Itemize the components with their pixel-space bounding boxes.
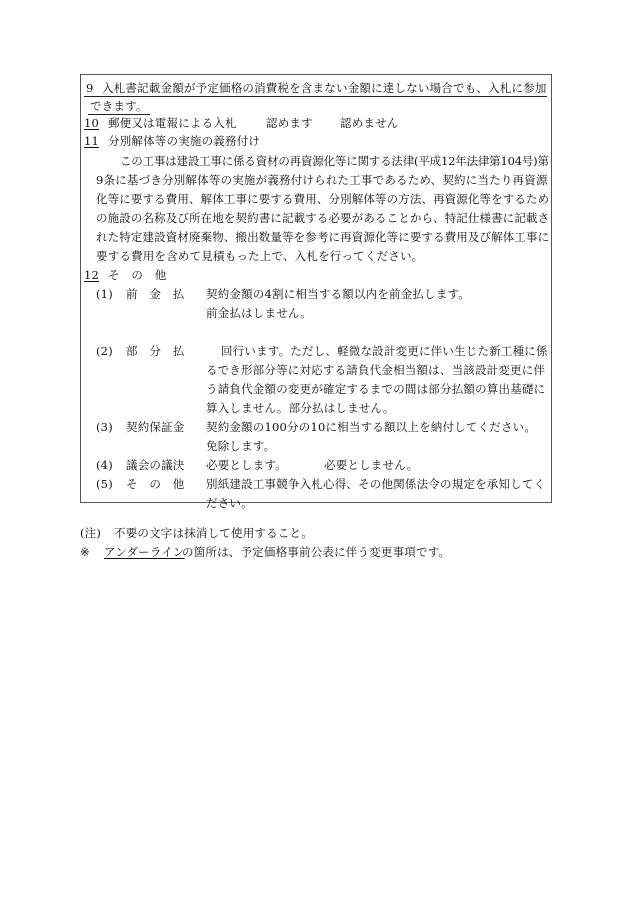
sub1-number: (1) bbox=[96, 287, 113, 301]
sub2-line: 算入しません。部分払はしません。 bbox=[206, 401, 395, 415]
sub2-label: 部 分 払 bbox=[126, 344, 185, 358]
sub4-option-a: 必要とします。 bbox=[206, 458, 287, 472]
item11-label: 分別解体等の実施の義務付け bbox=[108, 134, 261, 148]
item10-option-yes: 認めます bbox=[266, 116, 313, 130]
sub2-line: 回行います。ただし、軽微な設計変更に伴い生じた新工種に係 bbox=[221, 344, 548, 358]
item9-number: 9 bbox=[86, 81, 94, 95]
note2-underlined-term: アンダーライン bbox=[104, 545, 185, 559]
item11-para-line: 化等に要する費用、解体工事に要する費用、分別解体等の方法、再資源化等をするため bbox=[96, 192, 550, 206]
sub5-label: そ の 他 bbox=[126, 477, 185, 491]
item12-number: 12 bbox=[84, 268, 100, 282]
item11-para-line: の施設の名称及び所在地を契約書に記載する必要があることから、特記仕様書に記載さ bbox=[96, 211, 550, 225]
item10-number: 10 bbox=[84, 116, 100, 130]
item11-para-line: 要する費用を含めて見積もった上で、入札を行ってください。 bbox=[96, 249, 424, 263]
sub5-line: ださい。 bbox=[206, 496, 253, 510]
item9-underline1 bbox=[84, 96, 547, 97]
sub2-line: う請負代金額の変更が確定するまでの間は部分払額の算出基礎に bbox=[206, 382, 546, 396]
item11-para-line: 9条に基づき分別解体等の実施が義務付けられた工事であるため、契約に当たり再資源 bbox=[96, 173, 548, 187]
item12-label: そ の 他 bbox=[108, 268, 167, 282]
sub3-line: 契約金額の100分の10に相当する額以上を納付してください。 bbox=[206, 420, 537, 434]
sub1-line: 契約金額の4割に相当する額以内を前金払します。 bbox=[206, 287, 470, 301]
note2-mark: ※ bbox=[80, 545, 90, 559]
note1-text: 不要の文字は抹消して使用すること。 bbox=[114, 526, 313, 540]
sub3-line: 免除します。 bbox=[206, 439, 276, 453]
item11-para-line: れた特定建設資材廃棄物、搬出数量等を参考に再資源化等に要する費用及び解体工事に bbox=[96, 230, 550, 244]
item9-line2: できます。 bbox=[90, 99, 148, 113]
note1-prefix: (注) bbox=[80, 526, 102, 540]
sub2-line: るでき形部分等に対応する請負代金相当額は、当該設計変更に伴 bbox=[206, 363, 546, 377]
sub1-label: 前 金 払 bbox=[126, 287, 185, 301]
note2-text: の箇所は、予定価格事前公表に伴う変更事項です。 bbox=[182, 545, 451, 559]
sub4-number: (4) bbox=[96, 458, 113, 472]
sub3-label: 契約保証金 bbox=[126, 420, 185, 434]
sub1-line: 前金払はしません。 bbox=[206, 306, 312, 320]
item9-line1: 入札書記載金額が予定価格の消費税を含まない金額に達しない場合でも、入札に参加 bbox=[102, 81, 547, 95]
sub5-number: (5) bbox=[96, 477, 113, 491]
sub5-line: 別紙建設工事競争入札心得、その他関係法令の規定を承知してく bbox=[206, 477, 546, 491]
sub3-number: (3) bbox=[96, 420, 113, 434]
item11-para-line: この工事は建設工事に係る資材の再資源化等に関する法律(平成12年法律第104号)第 bbox=[120, 154, 549, 168]
sub4-label: 議会の議決 bbox=[126, 458, 185, 472]
item10-option-no: 認めません bbox=[340, 116, 399, 130]
item11-number: 11 bbox=[84, 134, 100, 148]
item10-label: 郵便又は電報による入札 bbox=[108, 116, 237, 130]
sub2-number: (2) bbox=[96, 344, 113, 358]
sub4-option-b: 必要としません。 bbox=[324, 458, 419, 472]
